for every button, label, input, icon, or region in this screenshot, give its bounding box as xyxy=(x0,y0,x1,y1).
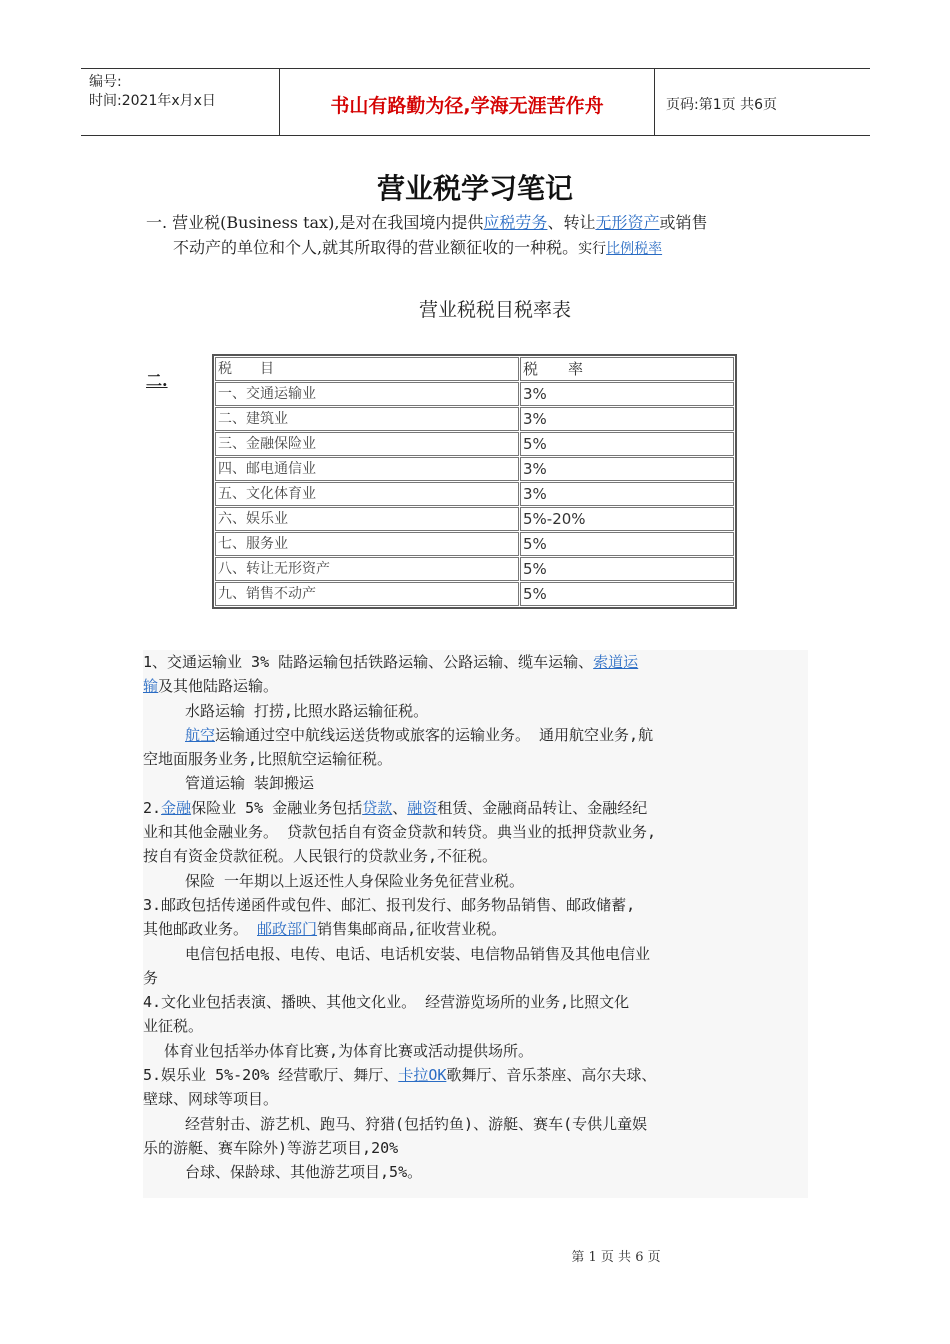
link-loan[interactable]: 贷款 xyxy=(362,798,393,817)
text: 或销售 xyxy=(659,213,708,232)
intro-line xyxy=(146,235,826,262)
table-row xyxy=(215,557,734,581)
table-row xyxy=(215,482,734,506)
page-footer: 第 1 页 共 6 页 xyxy=(571,1250,661,1265)
text-line: 保险 一年期以上返还性人身保险业务免征营业税。 xyxy=(185,871,525,890)
table-row xyxy=(215,432,734,456)
text: 及其他陆路运输。 xyxy=(158,677,279,696)
text-line xyxy=(143,796,808,820)
text-line: 按自有资金贷款征税。人民银行的贷款业务,不征税。 xyxy=(143,847,498,866)
link-postal-department[interactable]: 邮政部门 xyxy=(257,920,318,939)
tax-rate-cell: 5% xyxy=(520,432,734,456)
tax-rate-cell: 3% xyxy=(520,482,734,506)
link-intangible-assets[interactable]: 无形资产 xyxy=(595,213,660,232)
table-row xyxy=(215,382,734,406)
link-finance[interactable]: 金融 xyxy=(161,798,192,817)
text-line: 经营射击、游艺机、跑马、狩猎(包括钓鱼)、游艇、赛车(专供儿童娱 xyxy=(185,1114,648,1133)
text-line xyxy=(143,674,808,698)
text: 、转让 xyxy=(547,213,596,232)
link-karaoke[interactable]: 卡拉OK xyxy=(398,1066,447,1085)
table-row xyxy=(215,407,734,431)
text: 不动产的单位和个人,就其所取得的营业额征收的一种税。 xyxy=(173,238,579,257)
tax-rate-cell: 3% xyxy=(520,407,734,431)
link-cableway-transport[interactable]: 索道运 xyxy=(593,653,639,671)
document-number-label: 编号: xyxy=(89,74,122,90)
tax-item-cell: 一、交通运输业 xyxy=(215,382,519,406)
header-motto: 书山有路勤为径,学海无涯苦作舟 xyxy=(330,95,604,117)
text-line: 管道运输 装卸搬运 xyxy=(185,774,315,793)
column-header-item: 税 目 xyxy=(215,357,519,381)
table-row xyxy=(215,507,734,531)
header-page-number: 页码:第1页 共6页 xyxy=(666,97,777,113)
text-line: 水路运输 打捞,比照水路运输征税。 xyxy=(185,701,429,720)
link-cableway-transport[interactable]: 输 xyxy=(143,677,159,696)
text-line: 业和其他金融业务。 贷款包括自有资金贷款和转贷。典当业的抵押贷款业务, xyxy=(143,823,657,842)
intro-line xyxy=(146,210,826,235)
notes-body xyxy=(143,650,808,1198)
text-line: 务 xyxy=(143,968,159,987)
header-divider xyxy=(654,69,655,135)
link-taxable-services[interactable]: 应税劳务 xyxy=(483,213,548,232)
tax-item-cell: 五、文化体育业 xyxy=(215,482,519,506)
header-meta xyxy=(89,73,216,111)
table-row xyxy=(215,582,734,606)
link-aviation[interactable]: 航空 xyxy=(185,725,216,744)
tax-rate-cell: 3% xyxy=(520,382,734,406)
text-line: 4.文化业包括表演、播映、其他文化业。 经营游览场所的业务,比照文化 xyxy=(143,993,630,1012)
text: 实行 xyxy=(578,241,607,257)
text-line: 壁球、网球等项目。 xyxy=(143,1090,279,1109)
text-line: 空地面服务业务,比照航空运输征税。 xyxy=(143,750,393,769)
text: 销售集邮商品,征收营业税。 xyxy=(317,920,507,939)
text-line xyxy=(143,723,808,747)
text: 歌舞厅、音乐茶座、高尔夫球、 xyxy=(446,1066,657,1085)
text-line: 乐的游艇、赛车除外)等游艺项目,20% xyxy=(143,1138,399,1157)
text-line: 体育业包括举办体育比赛,为体育比赛或活动提供场所。 xyxy=(164,1041,534,1060)
text: 其他邮政业务。 xyxy=(143,920,258,939)
column-header-rate: 税 率 xyxy=(520,357,734,381)
table-title: 营业税税目税率表 xyxy=(418,299,571,321)
text-line: 业征税。 xyxy=(143,1017,204,1036)
link-proportional-rate[interactable]: 比例税率 xyxy=(606,241,663,257)
tax-item-cell: 三、金融保险业 xyxy=(215,432,519,456)
tax-rate-cell: 5% xyxy=(520,582,734,606)
section-number-two: 二. xyxy=(146,371,168,390)
text-line xyxy=(143,917,808,941)
text: 、 xyxy=(392,798,408,817)
text: 1、交通运输业 3% 陆路运输包括铁路运输、公路运输、缆车运输、 xyxy=(143,653,594,671)
text: 一. 营业税(Business tax),是对在我国境内提供 xyxy=(146,213,484,232)
text: 5.娱乐业 5%-20% 经营歌厅、舞厅、 xyxy=(143,1066,399,1085)
table-header-row xyxy=(215,357,734,381)
tax-item-cell: 四、邮电通信业 xyxy=(215,457,519,481)
tax-rate-cell: 5% xyxy=(520,532,734,556)
tax-item-cell: 九、销售不动产 xyxy=(215,582,519,606)
text: 2. xyxy=(143,798,162,817)
document-title: 营业税学习笔记 xyxy=(376,172,573,205)
tax-item-cell: 六、娱乐业 xyxy=(215,507,519,531)
intro-paragraph xyxy=(146,210,826,262)
tax-item-cell: 二、建筑业 xyxy=(215,407,519,431)
link-financing[interactable]: 融资 xyxy=(407,798,438,817)
table-row xyxy=(215,457,734,481)
document-time-label: 时间:2021年x月x日 xyxy=(89,93,216,109)
tax-item-cell: 八、转让无形资产 xyxy=(215,557,519,581)
text: 保险业 5% 金融业务包括 xyxy=(191,798,363,817)
text: 运输通过空中航线运送货物或旅客的运输业务。 通用航空业务,航 xyxy=(215,725,654,744)
text-line: 台球、保龄球、其他游艺项目,5%。 xyxy=(185,1163,423,1182)
text-line: 3.邮政包括传递函件或包件、邮汇、报刊发行、邮务物品销售、邮政储蓄, xyxy=(143,895,636,914)
text: 租赁、金融商品转让、金融经纪 xyxy=(437,798,648,817)
page-header xyxy=(81,68,870,136)
tax-rate-cell: 5% xyxy=(520,557,734,581)
tax-rate-cell: 3% xyxy=(520,457,734,481)
table-row xyxy=(215,532,734,556)
text-line: 电信包括电报、电传、电话、电话机安装、电信物品销售及其他电信业 xyxy=(185,944,651,963)
tax-rate-table xyxy=(212,354,737,609)
text-line xyxy=(143,650,808,674)
text-line xyxy=(143,1063,808,1087)
tax-item-cell: 七、服务业 xyxy=(215,532,519,556)
tax-rate-cell: 5%-20% xyxy=(520,507,734,531)
